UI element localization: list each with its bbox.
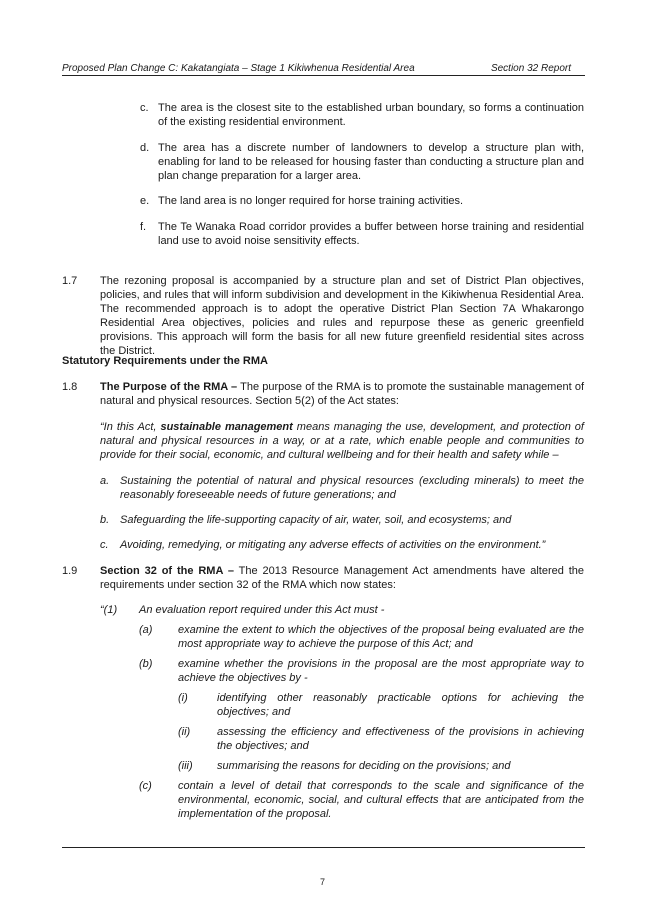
quote-item: Safeguarding the life-supporting capacity of air, water, soil, and ecosystems; and xyxy=(120,514,512,526)
quote-5-2 xyxy=(100,420,584,462)
list-item: The Te Wanaka Road corridor provides a buffer between horse training and residential land use to avoid noise sensitivity effects. xyxy=(158,221,584,247)
paragraph-1-7: The rezoning proposal is accompanied by a structure plan and set of District Plan objectives, policies, and rules that will inform subdivision and development in the Kikiwhenua Residential Area. The recommended approach is to adopt the operative District Plan Section 7A Whakarongo Residential Area objectives, policies and rules and repurpose these as generic greenfield provisions. This approach will form the basis for all new future greenfield residential sites across the District. xyxy=(100,275,584,357)
quote-item-label: (b) xyxy=(139,658,153,670)
page-number: 7 xyxy=(319,877,325,887)
header-section: Section 32 Report xyxy=(490,63,571,74)
para-text: The 2013 Resource Management Act amendments have altered the requirements under section 32 of the RMA which now states: xyxy=(100,565,585,591)
quote-item-label: b. xyxy=(100,514,110,526)
list-item-label: e. xyxy=(140,195,150,207)
list-item-label: f. xyxy=(140,221,147,233)
list-item-label: c. xyxy=(140,102,149,114)
para-lead: Section 32 of the RMA – xyxy=(100,565,234,577)
paragraph-1-8 xyxy=(100,380,584,408)
list-item: The area has a discrete number of landowners to develop a structure plan with, enabling for land to be released for housing faster than conducting a structure plan and plan change preparation for a larger area. xyxy=(158,142,584,182)
quote-item: Sustaining the potential of natural and physical resources (excluding minerals) to meet the reasonably foreseeable needs of future generations; and xyxy=(120,475,584,501)
quote-subitem-label: (iii) xyxy=(178,760,193,772)
quote-item-label: a. xyxy=(100,475,110,487)
paragraph-1-9 xyxy=(100,564,584,592)
list-item: The land area is no longer required for horse training activities. xyxy=(158,195,464,207)
quote-item: Avoiding, remedying, or mitigating any adverse effects of activities on the environment.” xyxy=(120,539,546,551)
quote-term: sustainable management xyxy=(160,421,293,433)
para-number: 1.7 xyxy=(62,275,78,287)
quote-part: means managing the use, development, and protection of natural and physical resources in a way, or at a rate, which enable people and communities to provide for their social, economic, and cultural wellbeing and for their health and safety while – xyxy=(100,421,584,461)
quote-subitem-label: (i) xyxy=(178,692,188,704)
running-header xyxy=(62,63,585,75)
header-title: Proposed Plan Change C: Kakatangiata – Stage 1 Kikiwhenua Residential Area xyxy=(62,63,415,74)
quote-part: “In this Act, xyxy=(100,421,161,433)
quote-item-label: “(1) xyxy=(100,604,118,616)
footer-rule xyxy=(62,847,585,848)
quote-subitem: identifying other reasonably practicable options for achieving the objectives; and xyxy=(217,692,584,718)
quote-item-label: c. xyxy=(100,539,109,551)
quote-item: examine the extent to which the objectives of the proposal being evaluated are the most appropriate way to achieve the purpose of this Act; and xyxy=(178,624,584,650)
quote-item-label: (c) xyxy=(139,780,152,792)
quote-item-label: (a) xyxy=(139,624,153,636)
quote-item: contain a level of detail that corresponds to the scale and significance of the environmental, economic, social, and cultural effects that are anticipated from the implementation of the proposal. xyxy=(178,780,584,820)
quote-subitem: summarising the reasons for deciding on the provisions; and xyxy=(217,760,511,772)
quote-item: examine whether the provisions in the proposal are the most appropriate way to achieve the objectives by - xyxy=(178,658,584,684)
para-number: 1.8 xyxy=(62,381,78,393)
quote-item: An evaluation report required under this Act must - xyxy=(139,604,385,616)
section-heading: Statutory Requirements under the RMA xyxy=(62,355,268,367)
list-item-label: d. xyxy=(140,142,150,154)
quote-subitem: assessing the efficiency and effectiveness of the provisions in achieving the objectives; and xyxy=(217,726,584,752)
header-rule xyxy=(62,75,585,76)
quote-subitem-label: (ii) xyxy=(178,726,191,738)
para-number: 1.9 xyxy=(62,565,78,577)
para-text: The purpose of the RMA is to promote the sustainable management of natural and physical resources. Section 5(2) of the Act states: xyxy=(100,381,584,407)
para-lead: The Purpose of the RMA – xyxy=(100,381,238,393)
list-item: The area is the closest site to the established urban boundary, so forms a continuation of the existing residential environment. xyxy=(158,102,584,128)
